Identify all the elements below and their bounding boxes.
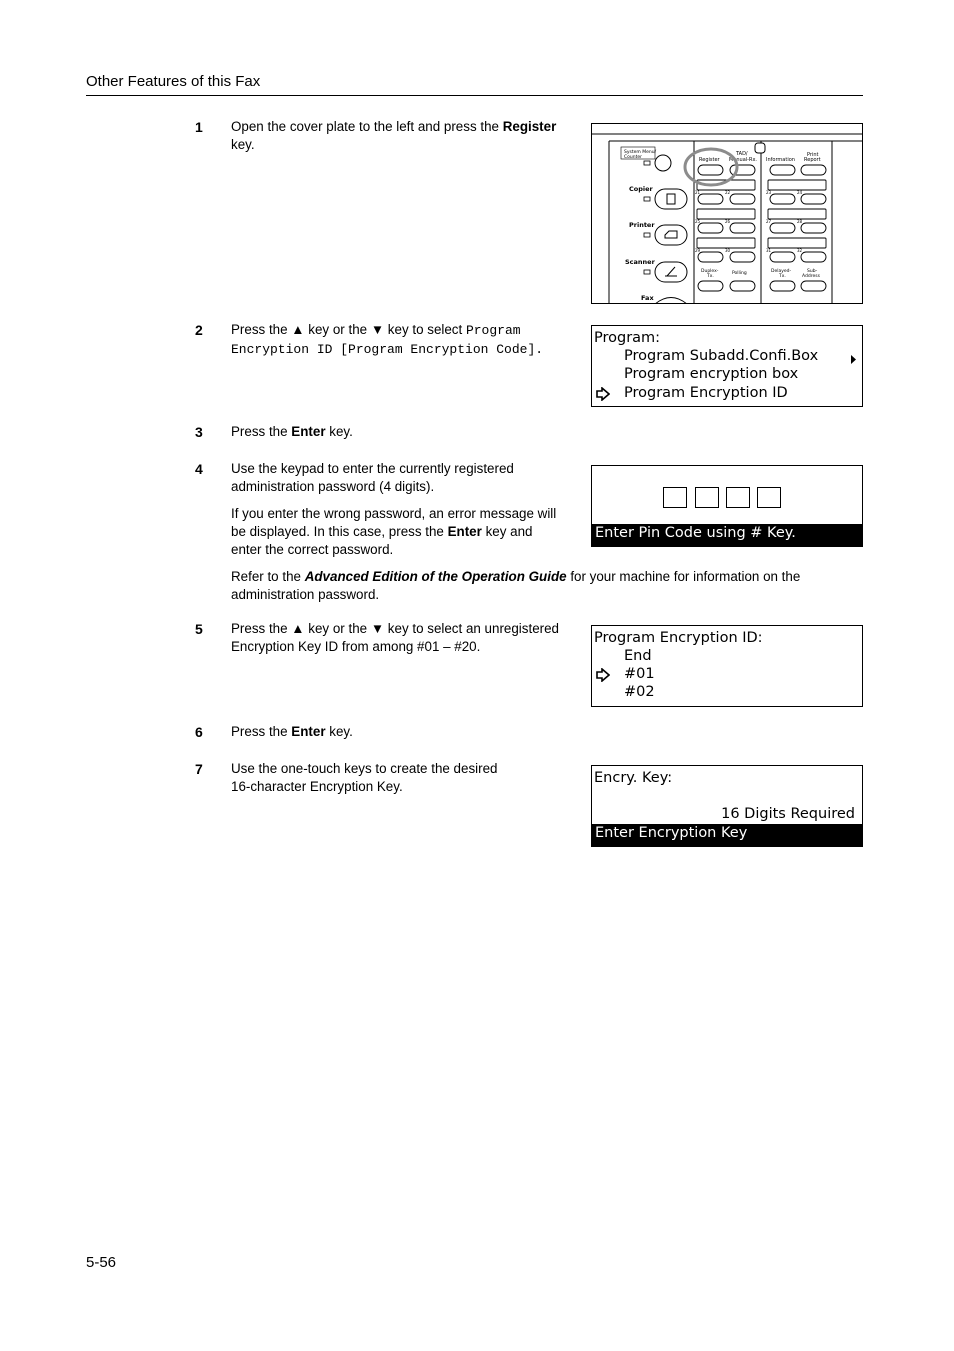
key-num-26: 26 xyxy=(725,219,731,224)
lcd3-item-2: #02 xyxy=(624,684,655,700)
lcd1-title: Program: xyxy=(594,330,661,346)
key-num-32: 32 xyxy=(797,248,803,253)
key-num-31: 31 xyxy=(766,248,772,253)
step-number-3: 3 xyxy=(195,424,203,440)
label-print-report: Print xyxy=(807,152,819,158)
lcd4-required: 16 Digits Required xyxy=(721,806,855,822)
step-text-5: Press the ▲ key or the ▼ key to select an unregistered Encryption Key ID from among #01 – #20. xyxy=(231,621,559,654)
step-number-5: 5 xyxy=(195,621,203,637)
step1-register: Register xyxy=(502,119,557,134)
lcd2-footer: Enter Pin Code using # Key. xyxy=(595,525,796,541)
step-text-3: Press the Enter key. xyxy=(231,424,353,439)
key-num-22: 22 xyxy=(725,190,731,195)
lcd-encryption-id xyxy=(591,625,863,707)
step6-enter: Enter xyxy=(291,724,326,739)
pin-digit-box xyxy=(757,487,781,508)
lcd3-item-1: #01 xyxy=(624,666,655,682)
svg-text:Manual-Rx.: Manual-Rx. xyxy=(729,157,757,163)
page-header: Other Features of this Fax xyxy=(86,73,261,90)
svg-text:Tx.: Tx. xyxy=(779,274,786,279)
label-system-menu: System Menu/ xyxy=(624,150,657,155)
key-num-30: 30 xyxy=(725,248,731,253)
lcd-pin-entry xyxy=(591,465,863,547)
key-num-29: 29 xyxy=(695,248,701,253)
lcd2-footer-bar xyxy=(592,524,862,546)
step-text-4c: Refer to the Advanced Edition of the Operation Guide for your machine for information on the administration password. xyxy=(231,569,801,602)
scroll-right-icon xyxy=(850,355,857,364)
lcd1-item-2: Program Encryption ID xyxy=(624,385,788,401)
down-arrow-icon: ▼ xyxy=(370,322,385,337)
key-num-28: 28 xyxy=(797,219,803,224)
lcd3-item-0: End xyxy=(624,648,652,664)
lcd1-item-1: Program encryption box xyxy=(624,366,799,382)
selection-arrow-icon xyxy=(596,668,610,682)
step-text-4a: Use the keypad to enter the currently registered administration password (4 digits). xyxy=(231,461,514,494)
label-information: Information xyxy=(766,157,795,163)
step-text-6: Press the Enter key. xyxy=(231,724,353,739)
label-register: Register xyxy=(699,157,720,163)
pin-digit-box xyxy=(663,487,687,508)
label-polling: Polling xyxy=(732,271,747,276)
step-number-1: 1 xyxy=(195,119,203,135)
key-num-27: 27 xyxy=(766,219,772,224)
label-printer: Printer xyxy=(629,221,655,229)
up-arrow-icon: ▲ xyxy=(291,621,305,636)
step-text-2: Press the ▲ key or the ▼ key to select Program Encryption ID [Program Encryption Code]. xyxy=(231,322,544,357)
lcd-encryption-key xyxy=(591,765,863,847)
step-number-2: 2 xyxy=(195,322,203,338)
svg-text:Report: Report xyxy=(804,157,821,163)
step3-enter: Enter xyxy=(291,424,326,439)
label-tad: TAD/ xyxy=(736,151,748,157)
page-number: 5-56 xyxy=(86,1254,117,1271)
step-text-7: Use the one-touch keys to create the desired 16-character Encryption Key. xyxy=(231,761,498,794)
svg-text:Tx.: Tx. xyxy=(707,274,714,279)
key-num-24: 24 xyxy=(797,190,803,195)
step-number-7: 7 xyxy=(195,761,203,777)
key-num-21: 21 xyxy=(695,190,701,195)
svg-text:Counter: Counter xyxy=(624,155,642,160)
key-num-23: 23 xyxy=(766,190,772,195)
label-duplex: Duplex- xyxy=(701,269,719,274)
key-num-25: 25 xyxy=(695,219,701,224)
step2-mono-b: Encryption ID [Program Encryption Code]. xyxy=(231,342,544,357)
lcd1-item-0: Program Subadd.Confi.Box xyxy=(624,348,819,364)
lcd4-footer: Enter Encryption Key xyxy=(595,825,748,841)
lcd-program-menu xyxy=(591,325,863,407)
step4-guide-title: Advanced Edition of the Operation Guide xyxy=(304,569,567,584)
svg-text:Address: Address xyxy=(802,274,820,279)
step-text-1 xyxy=(231,118,556,154)
pin-digit-box xyxy=(726,487,750,508)
step1-text-a: Open the cover plate to the left and press the xyxy=(231,119,503,134)
lcd4-footer-bar xyxy=(592,824,862,846)
step2-mono-a: Program xyxy=(465,323,521,338)
lcd4-title: Encry. Key: xyxy=(594,770,673,786)
step-number-6: 6 xyxy=(195,724,203,740)
header-rule xyxy=(86,95,863,96)
label-copier: Copier xyxy=(629,185,653,193)
up-arrow-icon: ▲ xyxy=(291,322,305,337)
step1-text-b: key. xyxy=(231,137,255,152)
selection-arrow-icon xyxy=(596,387,610,401)
down-arrow-icon: ▼ xyxy=(370,621,385,636)
pin-digit-box xyxy=(695,487,719,508)
label-subaddress: Sub- xyxy=(807,269,818,274)
label-delayed: Delayed- xyxy=(771,269,792,274)
label-fax: Fax xyxy=(641,294,654,302)
label-scanner: Scanner xyxy=(625,258,655,266)
operation-panel-illustration xyxy=(591,123,863,304)
step-text-4b: If you enter the wrong password, an error message will be displayed. In this case, press the Enter key and enter the correct password. xyxy=(231,506,557,557)
step-number-4: 4 xyxy=(195,461,203,477)
step4-enter: Enter xyxy=(447,524,482,539)
lcd3-title: Program Encryption ID: xyxy=(594,630,763,646)
